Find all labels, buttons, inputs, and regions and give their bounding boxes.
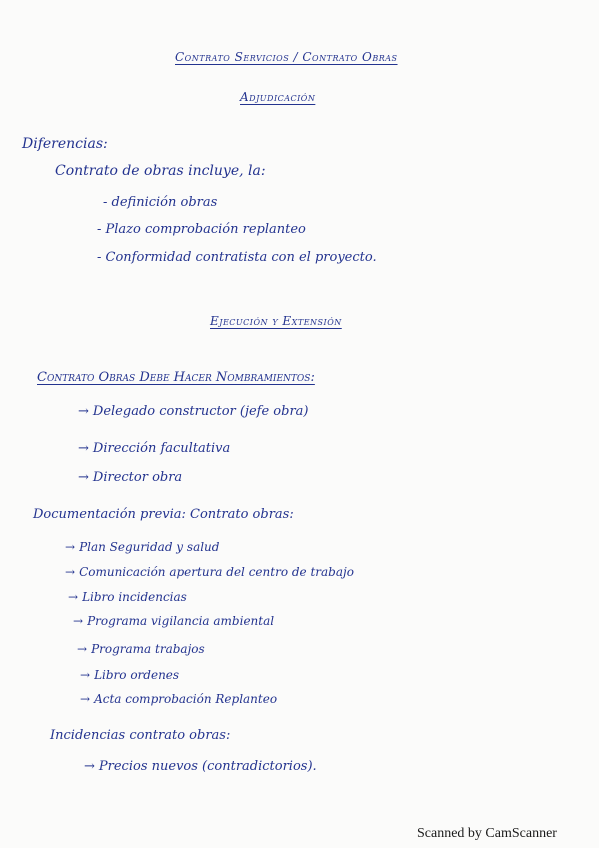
list-item-text: Precios nuevos (contradictorios).	[98, 759, 317, 774]
page-title: Contrato Servicios / Contrato Obras	[175, 50, 398, 64]
list-item-text: Acta comprobación Replanteo	[94, 692, 278, 706]
list-item-text: Dirección facultativa	[92, 441, 231, 456]
documentacion-item	[65, 540, 219, 554]
arrow-icon: →	[80, 692, 91, 706]
arrow-icon: →	[78, 404, 89, 419]
arrow-icon: →	[84, 759, 95, 774]
nombramientos-item	[78, 441, 230, 456]
incidencias-heading: Incidencias contrato obras:	[50, 728, 231, 743]
arrow-icon: →	[77, 642, 88, 656]
diferencias-heading: Diferencias:	[22, 136, 108, 152]
documentacion-item	[77, 642, 205, 656]
list-item-text: Delegado constructor (jefe obra)	[92, 404, 309, 419]
list-item-text: Programa vigilancia ambiental	[87, 614, 275, 628]
arrow-icon: →	[65, 540, 76, 554]
arrow-icon: →	[68, 590, 79, 604]
nombramientos-item	[78, 404, 309, 419]
list-item-text: Programa trabajos	[91, 642, 205, 656]
diferencias-item: - Plazo comprobación replanteo	[97, 222, 306, 237]
documentacion-item	[65, 565, 354, 579]
documentacion-heading: Documentación previa: Contrato obras:	[33, 507, 294, 522]
nombramientos-item	[78, 470, 182, 485]
diferencias-item: - Conformidad contratista con el proyecto.	[97, 250, 377, 265]
arrow-icon: →	[80, 668, 91, 682]
arrow-icon: →	[65, 565, 76, 579]
list-item-text: Libro ordenes	[94, 668, 180, 682]
arrow-icon: →	[78, 441, 89, 456]
documentacion-item	[80, 692, 277, 706]
list-item-text: Plan Seguridad y salud	[79, 540, 220, 554]
incidencias-item	[84, 759, 317, 774]
list-item-text: Libro incidencias	[82, 590, 187, 604]
list-item-text: Director obra	[92, 470, 183, 485]
section-ejecucion: Ejecución y Extensión	[210, 314, 342, 328]
arrow-icon: →	[78, 470, 89, 485]
documentacion-item	[68, 590, 187, 604]
arrow-icon: →	[73, 614, 84, 628]
section-adjudicacion: Adjudicación	[240, 90, 316, 104]
documentacion-item	[73, 614, 274, 628]
documentacion-item	[80, 668, 179, 682]
diferencias-intro: Contrato de obras incluye, la:	[55, 163, 266, 179]
nombramientos-heading: Contrato Obras Debe Hacer Nombramientos:	[37, 370, 315, 385]
diferencias-item: - definición obras	[103, 195, 218, 210]
list-item-text: Comunicación apertura del centro de trabajo	[79, 565, 354, 579]
scanner-watermark: Scanned by CamScanner	[417, 826, 557, 841]
